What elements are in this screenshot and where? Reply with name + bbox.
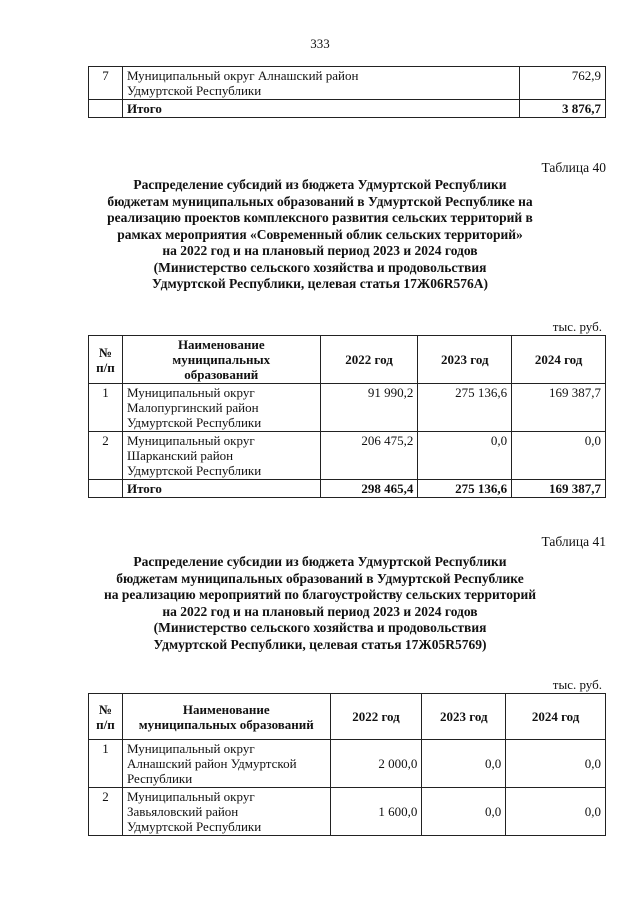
table-header [89,694,606,740]
table-41-units: тыс. руб. [552,677,602,692]
header-name: Наименование муниципальных образований [122,694,330,740]
total-row [89,100,606,118]
municipality-name: Муниципальный округ Завьяловский район Удмуртской Республики [122,788,330,836]
amount-2024: 0,0 [506,788,606,836]
total-2023: 275 136,6 [418,480,512,498]
header-num: № п/п [89,694,123,740]
row-number: 7 [89,67,123,100]
page-number: 333 [310,36,330,51]
row-number: 1 [89,740,123,788]
header-2022: 2022 год [320,336,418,384]
table-row [89,788,606,836]
amount-2023: 275 136,6 [418,384,512,432]
total-label: Итого [122,480,320,498]
municipality-name: Муниципальный округ Алнашский район Удмуртской Республики [122,67,519,100]
table-40 [88,335,606,498]
header-2023: 2023 год [422,694,506,740]
table-header [89,336,606,384]
table-41-number: Таблица 41 [541,534,606,549]
amount-2024: 0,0 [506,740,606,788]
header-num: № п/п [89,336,123,384]
amount-2023: 0,0 [422,788,506,836]
amount-2023: 0,0 [422,740,506,788]
amount-2024: 0,0 [512,432,606,480]
amount-2022: 2 000,0 [330,740,422,788]
row-number: 2 [89,432,123,480]
total-2022: 298 465,4 [320,480,418,498]
amount-2023: 0,0 [418,432,512,480]
amount-2022: 206 475,2 [320,432,418,480]
continuation-table [88,66,606,118]
header-2024: 2024 год [512,336,606,384]
total-2024: 169 387,7 [512,480,606,498]
row-number: 2 [89,788,123,836]
total-amount: 3 876,7 [520,100,606,118]
municipality-name: Муниципальный округ Алнашский район Удмуртской Республики [122,740,330,788]
municipality-name: Муниципальный округ Малопургинский район Удмуртской Республики [122,384,320,432]
header-2022: 2022 год [330,694,422,740]
amount-2022: 91 990,2 [320,384,418,432]
table-row [89,384,606,432]
table-41-title: Распределение субсидии из бюджета Удмуртской Республики бюджетам муниципальных образований в Удмуртской Республике на реализацию мероприятий по благоустройству сельских территорий на 2022 год и на плановый период 2023 и 2024 годов (Министерство сельского хозяйства и продовольствия Удмуртской Республики, целевая статья 17Ж05R5769) [103,554,537,652]
header-2023: 2023 год [418,336,512,384]
amount-2022: 1 600,0 [330,788,422,836]
table-40-number: Таблица 40 [541,160,606,175]
total-label: Итого [122,100,519,118]
header-2024: 2024 год [506,694,606,740]
table-40-title: Распределение субсидий из бюджета Удмуртской Республики бюджетам муниципальных образований в Удмуртской Республике на реализацию проектов комплексного развития сельских территорий в рамках мероприятия «Современный облик сельских территорий» на 2022 год и на плановый период 2023 и 2024 годов (Министерство сельского хозяйства и продовольствия Удмуртской Республики, целевая статья 17Ж06R576А) [107,177,533,291]
table-40-units: тыс. руб. [552,319,602,334]
table-row [89,432,606,480]
amount-2024: 169 387,7 [512,384,606,432]
row-number: 1 [89,384,123,432]
table-row [89,740,606,788]
amount: 762,9 [520,67,606,100]
table-row [89,67,606,100]
table-41 [88,693,606,836]
header-name: Наименование муниципальных образований [122,336,320,384]
total-row [89,480,606,498]
municipality-name: Муниципальный округ Шарканский район Удмуртской Республики [122,432,320,480]
